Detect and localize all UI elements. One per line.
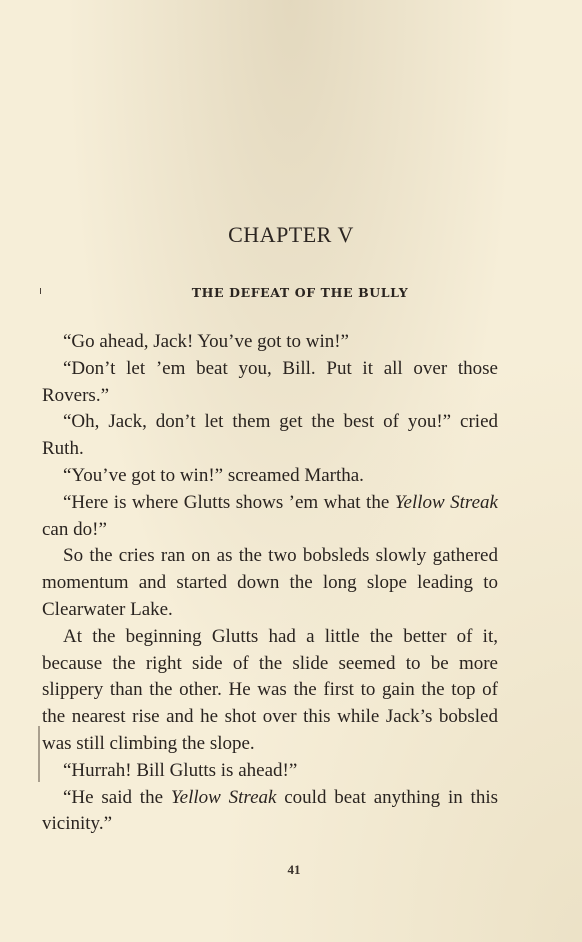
text-run: At the beginning Glutts had a little the better of it, because the right side of the slide seemed to be more slippery than the other. He was the first to gain the top of the nearest rise and he shot over this while Jack’s bobsled was still climbing the slope.	[42, 625, 498, 754]
text-run: “Oh, Jack, don’t let them get the best of you!” cried Ruth.	[42, 411, 498, 460]
paragraph	[42, 490, 498, 544]
text-run: can do!”	[42, 518, 107, 540]
paragraph	[42, 356, 498, 410]
text-run: could beat anything in this vicinity.”	[42, 786, 499, 835]
paragraph	[42, 624, 498, 758]
text-run: “Here is where Glutts shows ’em what the	[63, 491, 395, 513]
page-number: 41	[287, 862, 301, 877]
text-run: “Don’t let ’em beat you, Bill. Put it all over those Rovers.”	[42, 357, 498, 406]
text-run: “He said the	[63, 786, 171, 808]
italic-text: Yellow Streak	[170, 786, 277, 808]
margin-bracket	[38, 726, 40, 782]
text-run: “Hurrah! Bill Glutts is ahead!”	[63, 759, 298, 781]
paragraph	[42, 409, 498, 463]
text-run: So the cries ran on as the two bobsleds slowly gathered momentum and started down the long slope leading to Clearwater Lake.	[42, 545, 498, 620]
paragraph	[42, 329, 498, 356]
paragraph	[42, 785, 498, 839]
chapter-subtitle: THE DEFEAT OF THE BULLY	[191, 285, 409, 300]
chapter-body	[42, 329, 498, 838]
chapter-title: CHAPTER V	[228, 222, 354, 247]
italic-text: Yellow Streak	[394, 491, 498, 513]
paragraph	[42, 758, 498, 785]
text-run: “You’ve got to win!” screamed Martha.	[63, 464, 364, 486]
paragraph	[42, 463, 498, 490]
text-run: “Go ahead, Jack! You’ve got to win!”	[63, 331, 349, 352]
paragraph	[42, 543, 498, 623]
